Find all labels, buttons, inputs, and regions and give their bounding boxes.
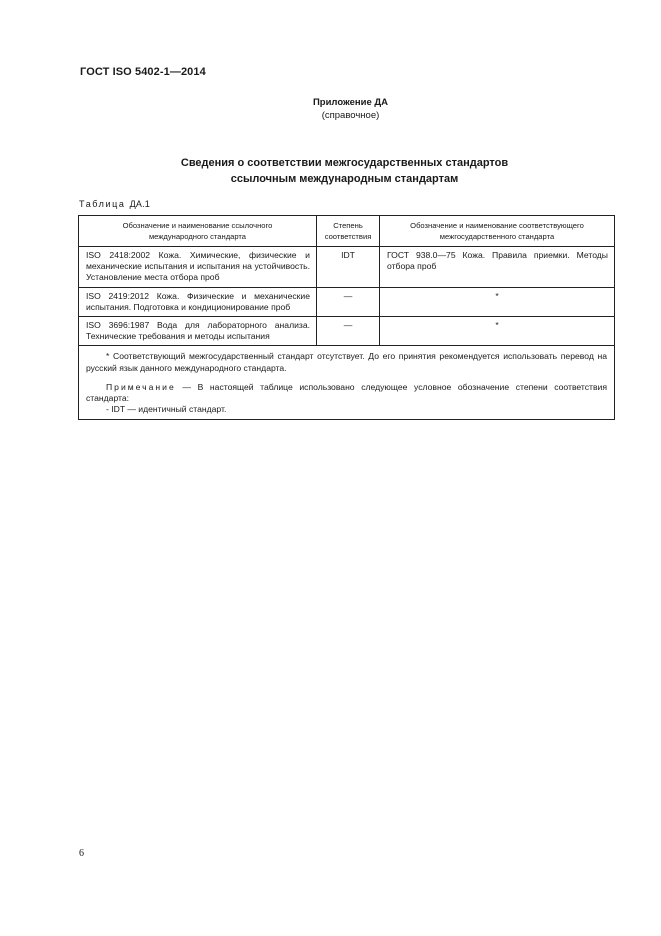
international-standard-cell: ISO 2418:2002 Кожа. Химические, физические и механические испытания и испытания на устойчивость. Установление места отбора проб [86,250,310,283]
table-caption-number: ДА.1 [129,199,151,209]
footnote-text: * Соответствующий межгосударственный стандарт отсутствует. До его принятия рекомендуется использовать перевод на русский язык данного международного стандарта. [86,351,607,373]
interstate-standard-cell: * [495,320,499,331]
page-number: 6 [79,848,84,859]
section-title [0,155,661,187]
appendix-subtitle: (справочное) [321,110,380,121]
table-row [79,287,615,316]
table-row [79,317,615,346]
header-cell-line: соответствия [324,232,372,241]
table-caption-label: Таблица [79,199,126,209]
appendix-title: Приложение ДА [312,97,389,108]
note-item: - IDT — идентичный стандарт. [106,404,227,415]
degree-cell: — [343,320,353,331]
header-cell-line: Обозначение и наименование соответствующего [410,221,584,230]
document-code: ГОСТ ISO 5402-1—2014 [80,66,206,78]
interstate-standard-cell: * [495,290,499,301]
table-caption [79,199,150,209]
appendix-heading [0,96,661,122]
table-header-row [79,216,615,247]
header-cell-line: Обозначение и наименование ссылочного [122,221,273,230]
header-international-standard [79,216,317,247]
international-standard-cell: ISO 2419:2012 Кожа. Физические и механические испытания. Подготовка и кондиционирование проб [86,290,310,312]
table-row [79,247,615,288]
note [86,382,607,404]
correspondence-table [78,215,615,420]
degree-cell: — [343,290,353,301]
header-cell-line: межгосударственного стандарта [439,232,555,241]
header-interstate-standard [380,216,615,247]
section-title-line-1: Сведения о соответствии межгосударственных стандартов [180,157,509,169]
international-standard-cell: ISO 3696:1987 Вода для лабораторного анализа. Технические требования и методы испытания [86,320,310,342]
interstate-standard-cell: ГОСТ 938.0—75 Кожа. Правила приемки. Методы отбора проб [387,250,608,272]
header-cell-line: международного стандарта [148,232,247,241]
note-text: — В настоящей таблице использовано следующее условное обозначение степени соответствия стандарта: [86,381,607,404]
footnote-cell [79,346,615,420]
table-footnote-row [79,346,615,420]
note-label: Примечание [106,381,176,392]
degree-cell: IDT [341,250,355,260]
section-title-line-2: ссылочным международным стандартам [230,173,459,185]
header-degree [317,216,380,247]
header-cell-line: Степень [333,221,363,230]
